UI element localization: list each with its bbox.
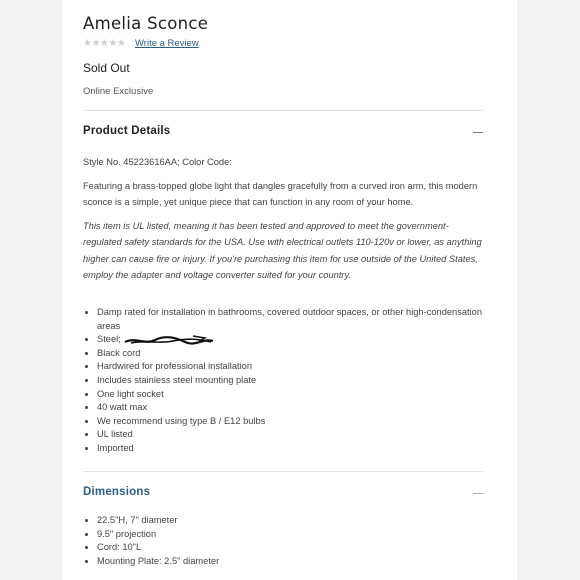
availability-status: Sold Out [83, 61, 130, 75]
list-item: • One light socket [97, 388, 485, 402]
list-item: • UL listed [97, 428, 485, 442]
online-exclusive-label: Online Exclusive [83, 86, 154, 97]
style-number: Style No. 45223616AA; Color Code: [83, 157, 232, 167]
redaction-scribble [123, 333, 218, 347]
collapse-details-icon[interactable] [473, 132, 483, 133]
list-item: • Black cord [97, 347, 485, 361]
dimensions-list [83, 514, 485, 568]
list-item: • Damp rated for installation in bathrooms, covered outdoor spaces, or other high-condensation areas [97, 306, 485, 333]
list-item: • 40 watt max [97, 401, 485, 415]
product-details-heading[interactable]: Product Details [83, 125, 171, 137]
product-description: Featuring a brass-topped globe light that dangles gracefully from a curved iron arm, this modern sconce is a simple, yet unique piece that can function in any room of your home. [83, 181, 478, 208]
rating-stars: ★★★★★ [83, 38, 126, 49]
divider [83, 471, 483, 472]
list-item: • Cord: 10"L [97, 541, 485, 555]
list-item: • Imported [97, 442, 485, 456]
list-item: • 9.5" projection [97, 528, 485, 542]
list-item: • Hardwired for professional installation [97, 360, 485, 374]
ul-notice: This item is UL listed, meaning it has been tested and approved to meet the government-regulated safety standards for the USA. Use with electrical outlets 110-120v or lower, as anything higher can cause fire or injury. If you're purchasing this item for use outside of the United States, employ the adapter and voltage converter suited for your country. [83, 221, 482, 280]
list-item: • We recommend using type B / E12 bulbs [97, 415, 485, 429]
list-item: • 22.5"H, 7" diameter [97, 514, 485, 528]
product-title: Amelia Sconce [83, 14, 209, 33]
divider [83, 110, 483, 111]
list-item: • Steel; [97, 333, 485, 347]
list-item: • Mounting Plate: 2.5" diameter [97, 555, 485, 569]
write-review-link[interactable]: Write a Review [135, 38, 199, 49]
list-item: • Includes stainless steel mounting plate [97, 374, 485, 388]
collapse-dimensions-icon[interactable] [473, 493, 483, 494]
feature-list [83, 306, 485, 456]
dimensions-heading[interactable]: Dimensions [83, 486, 151, 498]
